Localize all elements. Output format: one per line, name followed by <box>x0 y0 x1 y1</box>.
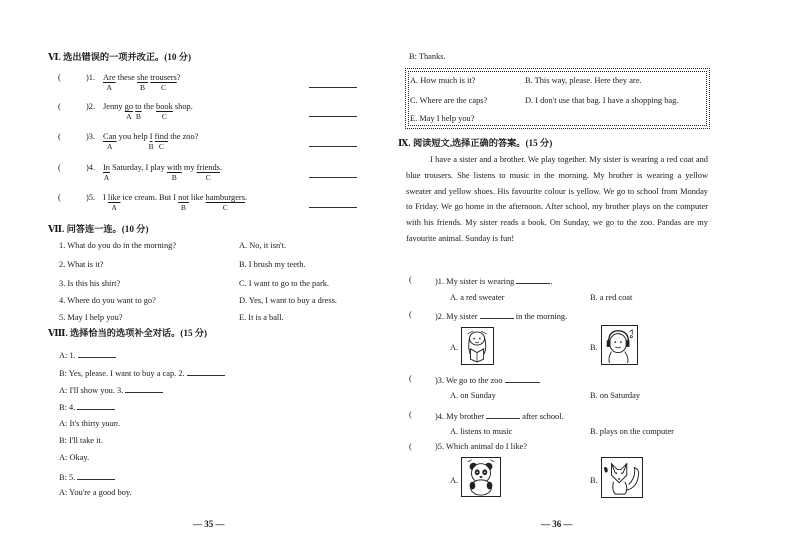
question-stem: )5. Which animal do I like? <box>435 442 527 451</box>
option-letter: C <box>222 203 228 212</box>
correction-answer-line[interactable] <box>309 146 357 147</box>
option-a[interactable]: A. listens to music <box>450 427 513 436</box>
underlined-word: Can A <box>103 132 117 151</box>
answer-item[interactable]: B. I brush my teeth. <box>239 260 306 269</box>
option-a[interactable]: A. <box>450 476 459 485</box>
option-item: A. How much is it? <box>410 76 476 85</box>
answer-blank[interactable] <box>77 472 115 480</box>
sentence <box>103 102 193 121</box>
reading-passage: I have a sister and a brother. We play together. My sister is wearing a red coat and blue trousers. She listens to music in the morning. My brother is wearing a yellow sweater and yellow shoes. His favourite colour is yellow. We go to school from Monday to Friday. We go home in the afternoon. After school, my brother plays on the computer with his friends. My sister reads a book. On Sunday, we go to the zoo. Pandas are my favourite animal. Sunday is fun! <box>406 155 708 243</box>
question-stem: . <box>550 277 553 286</box>
option-a[interactable]: A. <box>450 343 459 352</box>
underlined-word: hamburgers C <box>205 193 245 212</box>
dialogue-line <box>59 368 225 378</box>
underlined-word: she B <box>136 73 149 92</box>
girl-reading-icon[interactable] <box>461 327 494 365</box>
panda-icon[interactable] <box>461 457 501 497</box>
question-item[interactable]: 5. May I help you? <box>59 313 123 322</box>
section-9-heading: Ⅸ. 阅读短文,选择正确的答案。(15 分) <box>398 138 553 148</box>
girl-headphones-icon[interactable] <box>601 325 638 365</box>
paren-open: ( <box>409 310 412 319</box>
option-letter: C <box>205 173 211 182</box>
item-number: )2. <box>86 102 96 111</box>
section-6-heading: Ⅵ. 选出错误的一项并改正。(10 分) <box>48 52 192 62</box>
dialogue-italic: yuan <box>101 419 118 428</box>
option-item: D. I don't use that bag. I have a shopping bag. <box>525 96 679 105</box>
item-number: )4. <box>86 163 96 172</box>
paren-open: ( <box>409 275 412 284</box>
question-item[interactable]: 4. Where do you want to go? <box>59 296 156 305</box>
option-letter: C <box>158 142 164 151</box>
dialogue-text: A: It's thirty <box>59 419 102 428</box>
question-stem: )4. My brother <box>435 412 487 421</box>
sentence-text: shop. <box>172 102 193 111</box>
paren-open: ( <box>409 374 412 383</box>
sentence-text: Saturday, I play <box>109 163 167 172</box>
option-item: B. This way, please. Here they are. <box>525 76 642 85</box>
underlined-word: to B <box>135 102 142 121</box>
underlined-word: In A <box>103 163 110 182</box>
question-item[interactable]: 1. What do you do in the morning? <box>59 241 177 250</box>
answer-item[interactable]: E. It is a ball. <box>239 313 284 322</box>
sentence-text: you help <box>116 132 150 141</box>
option-letter: B <box>180 203 187 212</box>
dialogue-text: A: You're a good boy. <box>59 488 132 497</box>
sentence-text: like <box>188 193 206 202</box>
question-stem: )2. My sister <box>435 312 480 321</box>
dialogue-text: B: 4. <box>59 403 78 412</box>
question-text <box>435 375 541 385</box>
dialogue-line <box>59 472 115 482</box>
option-letter: B <box>148 142 154 151</box>
dialogue-line <box>59 420 120 428</box>
dialogue-line <box>59 385 163 395</box>
underlined-word: trousers C <box>150 73 177 92</box>
dialogue-text: A: 1. <box>59 351 78 360</box>
dialogue-text: B: 5. <box>59 473 78 482</box>
dialogue-text: . <box>117 419 121 428</box>
underlined-word: go A <box>124 102 134 121</box>
sentence-text: . <box>244 193 248 202</box>
item-number: )1. <box>86 73 96 82</box>
dialogue-line <box>59 437 103 445</box>
sentence <box>103 73 181 92</box>
option-letter: A <box>126 112 132 121</box>
dialogue-text: B: I'll take it. <box>59 436 103 445</box>
item-number: )3. <box>86 132 96 141</box>
dialogue-text: A: I'll show you. 3. <box>59 386 126 395</box>
answer-item[interactable]: C. I want to go to the park. <box>239 279 330 288</box>
correction-answer-line[interactable] <box>309 207 357 208</box>
underlined-word: I B <box>148 132 154 151</box>
sentence-text: Jenny <box>103 102 125 111</box>
sentence-text: I <box>103 193 108 202</box>
option-letter: C <box>160 83 167 92</box>
option-letter: B <box>171 173 177 182</box>
sentence-text: these <box>115 73 137 82</box>
underlined-word: with B <box>166 163 182 182</box>
paren-open: ( <box>58 163 61 172</box>
question-stem: )1. My sister is wearing <box>435 277 517 286</box>
fox-icon[interactable] <box>601 457 643 498</box>
option-b[interactable]: B. a red coat <box>590 293 633 302</box>
paren-open: ( <box>409 442 412 451</box>
section-7-heading: Ⅶ. 问答连一连。(10 分) <box>48 224 149 234</box>
option-b[interactable]: B. <box>590 343 598 352</box>
dialogue-text: B: Yes, please. I want to buy a cap. 2. <box>59 369 187 378</box>
option-letter: B <box>135 112 141 121</box>
question-stem: in the morning. <box>513 312 568 321</box>
paren-open: ( <box>409 410 412 419</box>
option-item: C. Where are the caps? <box>410 96 488 105</box>
underlined-word: book C <box>156 102 173 121</box>
option-item: E. May I help you? <box>410 114 475 123</box>
answer-blank[interactable] <box>505 375 539 383</box>
answer-blank[interactable] <box>516 276 553 286</box>
paren-open: ( <box>58 102 61 111</box>
section-8-heading: Ⅷ. 选择恰当的选项补全对话。(15 分) <box>48 328 208 338</box>
answer-blank[interactable] <box>480 311 514 319</box>
sentence-text: ice cream. But I <box>120 193 179 202</box>
answer-blank[interactable] <box>125 385 163 393</box>
answer-blank[interactable] <box>78 350 116 358</box>
question-text <box>435 311 567 321</box>
sentence <box>103 193 248 212</box>
dialogue-line <box>59 489 132 497</box>
option-letter: A <box>107 142 113 151</box>
question-stem: after school. <box>520 412 564 421</box>
answer-item[interactable]: A. No, it isn't. <box>239 241 287 250</box>
sentence <box>103 163 223 182</box>
underlined-word: not B <box>178 193 189 212</box>
dialogue-line <box>59 402 115 412</box>
option-letter: A <box>103 173 110 182</box>
option-a[interactable]: A. a red sweater <box>450 293 505 302</box>
page-number-right: — 36 — <box>541 519 573 529</box>
sentence-text: the zoo? <box>168 132 199 141</box>
sentence <box>103 132 199 151</box>
paren-open: ( <box>58 132 61 141</box>
question-text <box>435 276 553 286</box>
option-a[interactable]: A. on Sunday <box>450 391 496 400</box>
page-number-left: — 35 — <box>193 519 225 529</box>
dialogue-line <box>59 350 116 360</box>
dialogue-text: A: Okay. <box>59 453 90 462</box>
paren-open: ( <box>58 193 61 202</box>
answer-item[interactable]: D. Yes, I want to buy a dress. <box>239 296 337 305</box>
dialogue-line <box>59 454 89 462</box>
question-stem: . <box>538 376 541 385</box>
correction-answer-line[interactable] <box>309 116 357 117</box>
question-item[interactable]: 2. What is it? <box>59 260 104 269</box>
option-b[interactable]: B. plays on the computer <box>590 427 674 436</box>
answer-blank[interactable] <box>486 411 520 419</box>
item-number: )5. <box>86 193 96 202</box>
paren-open: ( <box>58 73 61 82</box>
question-stem: )3. We go to the zoo <box>435 376 505 385</box>
sentence-text: the <box>141 102 157 111</box>
correction-answer-line[interactable] <box>309 87 357 88</box>
question-text <box>435 443 527 451</box>
correction-answer-line[interactable] <box>309 177 357 178</box>
question-text <box>435 411 564 421</box>
option-b[interactable]: B. <box>590 476 598 485</box>
option-letter: A <box>111 203 117 212</box>
sentence-text: ? <box>176 73 181 82</box>
option-letter: B <box>140 83 146 92</box>
underlined-word: friends C <box>196 163 220 182</box>
sentence-text: my <box>181 163 197 172</box>
answer-blank[interactable] <box>77 402 115 410</box>
option-b[interactable]: B. on Saturday <box>590 391 641 400</box>
answer-blank[interactable] <box>187 368 225 376</box>
option-letter: A <box>106 83 113 92</box>
underlined-word: find C <box>154 132 169 151</box>
underlined-word: like A <box>107 193 121 212</box>
underlined-word: Are A <box>103 73 116 92</box>
question-item[interactable]: 3. Is this his shirt? <box>59 279 121 288</box>
dialogue-thanks: B: Thanks. <box>409 52 446 61</box>
option-letter: C <box>161 112 167 121</box>
sentence-text: . <box>219 163 223 172</box>
